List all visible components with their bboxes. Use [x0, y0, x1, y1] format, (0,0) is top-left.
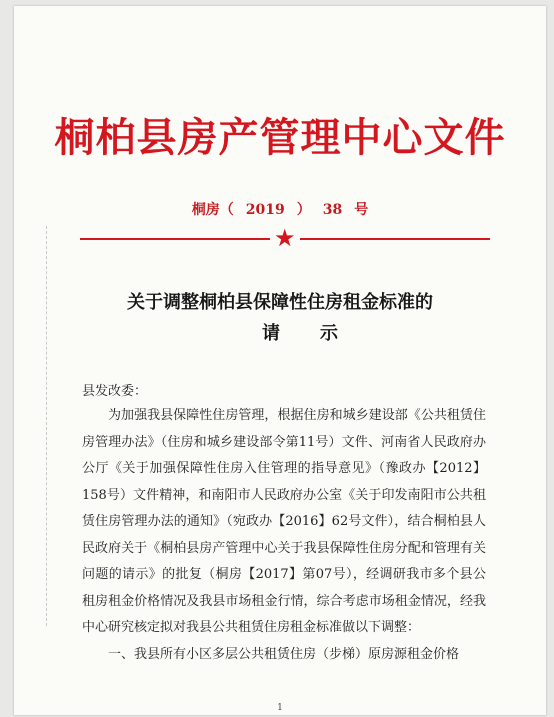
doc-number-mid: ）: [296, 202, 311, 218]
document-header-title: 桐柏县房产管理中心文件: [54, 115, 506, 161]
document-number: [14, 199, 546, 219]
addressee: 县发改委：: [82, 384, 148, 399]
body-text: [82, 403, 486, 668]
doc-number-value: 38: [322, 202, 343, 218]
star-icon: ★: [274, 224, 296, 252]
body-paragraph: 为加强我县保障性住房管理，根据住房和城乡建设部《公共租赁住房管理办法》（住房和城乡建设部令第11号）文件、河南省人民政府办公厅《关于加强保障性住房入住管理的指导意见》（豫政办【2012】158号）文件精神，和南阳市人民政府办公室《关于印发南阳市公共租赁住房管理办法的通知》（宛政办【2016】62号文件），结合桐柏县人民政府关于《桐柏县房产管理中心关于我县保障性住房分配和管理有关问题的请示》的批复（桐房【2017】第07号），经调研我市多个县公租房租金价格情况及我县市场租金行情，综合考虑市场租金情况，经我中心研究核定拟对我县公共租赁住房租金标准做以下调整：: [82, 408, 486, 635]
body-paragraph: 一、我县所有小区多层公共租赁住房（步梯）原房源租金价格: [108, 646, 460, 662]
document-page: [14, 6, 546, 715]
subject-title-line2: 请示: [262, 323, 378, 344]
doc-number-prefix: 桐房（: [191, 202, 234, 218]
doc-number-year: 2019: [245, 202, 285, 218]
page-number: 1: [277, 703, 283, 713]
subject-title-line1: 关于调整桐柏县保障性住房租金标准的: [127, 292, 433, 313]
doc-number-suffix: 号: [354, 202, 369, 218]
header-divider-left: [80, 238, 270, 240]
header-divider-right: [300, 238, 490, 240]
binding-margin: [46, 226, 51, 626]
